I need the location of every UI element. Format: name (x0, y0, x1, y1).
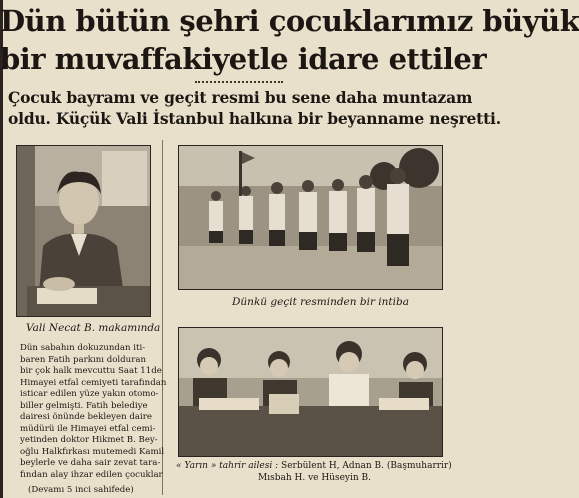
headline-line-1: Dün bütün şehri çocuklarımız büyük (0, 4, 579, 38)
photo-parade (178, 145, 443, 290)
article-line: yetinden doktor Hikmet B. Bey- (20, 435, 158, 445)
article-body (20, 343, 167, 481)
article-line: Dün sabahın dokuzundan iti- (20, 343, 146, 353)
article-line: dairesi önünde bekleyen daire (20, 412, 152, 422)
caption-photo-2: Dünkü geçit resminden bir intiba (232, 296, 409, 308)
caption-photo-3-line-1: Serbülent H, Adnan B. (Başmuharrir) (281, 461, 452, 471)
article-line: baren Fatih parkını dolduran (20, 354, 146, 365)
article-line: bir çok halk mevcuttu Saat 11de (20, 366, 162, 376)
article-line: beylerle ve daha sair zevat tara- (20, 458, 161, 468)
column-rule (162, 140, 163, 495)
continuation-note: (Devamı 5 inci sahifede) (28, 485, 134, 495)
subheadline-line-2: oldu. Küçük Vali İstanbul halkına bir beyanname neşretti. (8, 109, 501, 128)
caption-photo-1: Vali Necat B. makamında (26, 322, 161, 334)
caption-photo-3-italic: « Yarın » tahrir ailesi : (176, 461, 279, 471)
photo-editorial-family (178, 327, 443, 457)
article-line: oğlu Halkfırkası mutemedi Kamil (20, 446, 165, 457)
article-line: müdürü ile Himayei etfal cemi- (20, 423, 156, 434)
caption-photo-3-line-2: Mısbah H. ve Hüseyin B. (258, 473, 372, 483)
article-line: biller gelmişti. Fatih belediye (20, 400, 148, 411)
article-line: fından alay ihzar edilen çocuklar (20, 469, 163, 480)
article-line: Himayei etfal cemiyeti tarafından (20, 377, 167, 388)
photo-governor-boy (16, 145, 151, 317)
caption-photo-3-title (176, 461, 452, 471)
headline-line-2: bir muvaffakiyetle idare ettiler (0, 42, 487, 76)
subheadline-line-1: Çocuk bayramı ve geçit resmi bu sene daha muntazam (8, 88, 473, 107)
dotted-divider (195, 81, 283, 83)
article-line: isticar edilen yüze yakın otomo- (20, 389, 159, 399)
